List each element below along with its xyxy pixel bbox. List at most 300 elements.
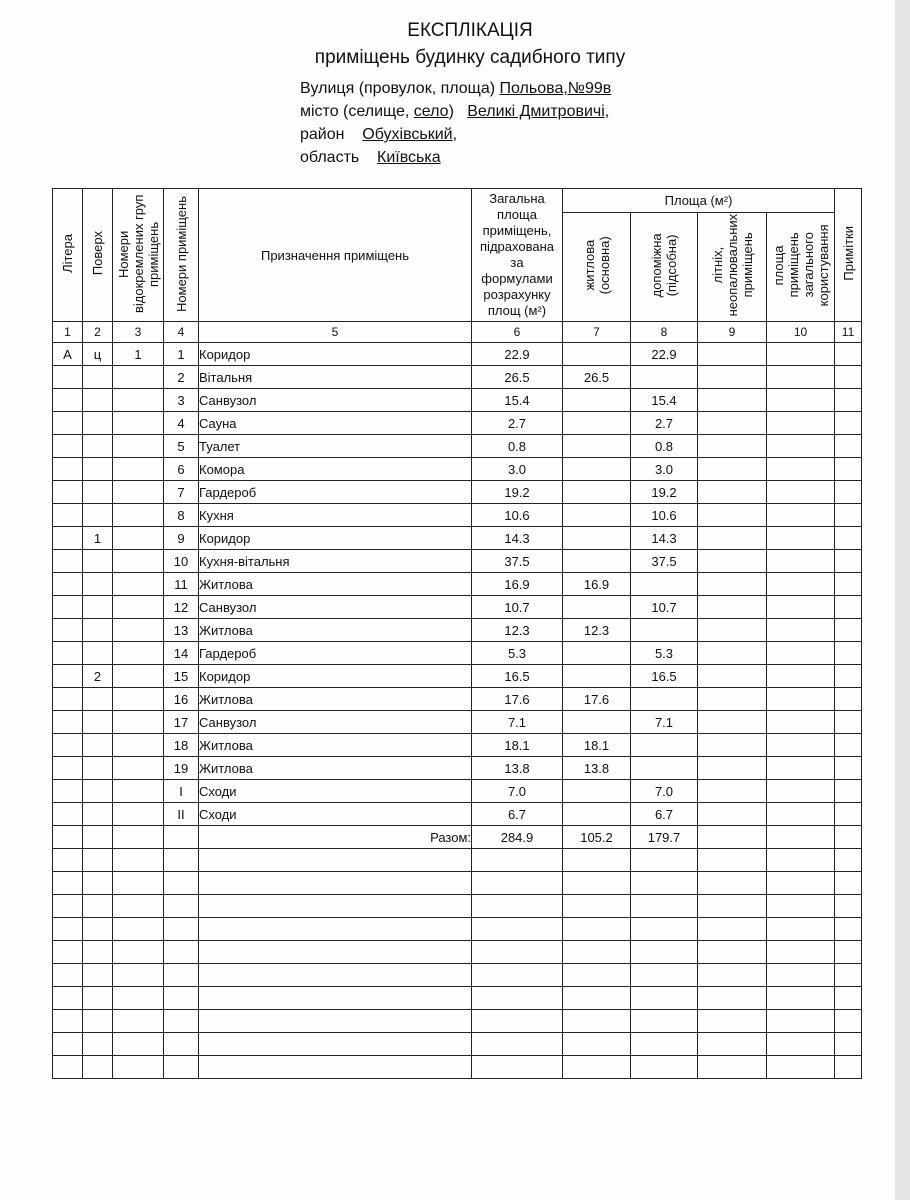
- cell-empty: [563, 918, 631, 941]
- cell-room-purpose: Сауна: [199, 412, 472, 435]
- cell-empty: [698, 941, 767, 964]
- cell-living-area: [563, 389, 631, 412]
- cell-litera: [53, 481, 83, 504]
- cell-empty: [53, 826, 83, 849]
- cell-room-purpose: Сходи: [199, 780, 472, 803]
- cell-room-purpose: Санвузол: [199, 711, 472, 734]
- cell-common-area: [767, 573, 835, 596]
- totals-aux-area: 179.7: [631, 826, 698, 849]
- cell-living-area: [563, 481, 631, 504]
- cell-litera: [53, 435, 83, 458]
- cell-empty: [199, 895, 472, 918]
- cell-group: [113, 504, 164, 527]
- cell-litera: [53, 550, 83, 573]
- cell-total-area: 17.6: [472, 688, 563, 711]
- table-row: [53, 481, 862, 504]
- cell-aux-area: 10.6: [631, 504, 698, 527]
- cell-notes: [835, 412, 862, 435]
- cell-room-purpose: Гардероб: [199, 481, 472, 504]
- address-district: [300, 126, 457, 144]
- cell-common-area: [767, 504, 835, 527]
- explication-table: [52, 188, 862, 1079]
- empty-row: [53, 1056, 862, 1079]
- cell-group: [113, 619, 164, 642]
- cell-room-number: I: [164, 780, 199, 803]
- cell-aux-area: 37.5: [631, 550, 698, 573]
- cell-summer-area: [698, 504, 767, 527]
- header-litera: Літера: [53, 189, 83, 322]
- cell-empty: [631, 941, 698, 964]
- cell-summer-area: [698, 527, 767, 550]
- cell-common-area: [767, 366, 835, 389]
- cell-room-purpose: Кухня-вітальня: [199, 550, 472, 573]
- cell-total-area: 16.5: [472, 665, 563, 688]
- cell-room-purpose: Коридор: [199, 527, 472, 550]
- cell-floor: 1: [83, 527, 113, 550]
- cell-total-area: 5.3: [472, 642, 563, 665]
- cell-empty: [83, 895, 113, 918]
- table-body: [53, 343, 862, 1079]
- empty-row: [53, 964, 862, 987]
- cell-empty: [113, 1010, 164, 1033]
- cell-litera: [53, 688, 83, 711]
- cell-room-purpose: Комора: [199, 458, 472, 481]
- cell-empty: [631, 964, 698, 987]
- cell-notes: [835, 596, 862, 619]
- cell-total-area: 7.0: [472, 780, 563, 803]
- table-row: [53, 688, 862, 711]
- cell-litera: [53, 458, 83, 481]
- cell-empty: [767, 849, 835, 872]
- address-city: [300, 103, 609, 121]
- cell-aux-area: [631, 619, 698, 642]
- cell-litera: [53, 527, 83, 550]
- cell-total-area: 37.5: [472, 550, 563, 573]
- cell-notes: [835, 803, 862, 826]
- city-label-selected: село: [413, 103, 449, 120]
- address-street: [300, 80, 611, 98]
- col-number: 7: [563, 322, 631, 343]
- table-row: [53, 665, 862, 688]
- cell-empty: [164, 1010, 199, 1033]
- cell-floor: 2: [83, 665, 113, 688]
- table-row: [53, 642, 862, 665]
- cell-empty: [563, 895, 631, 918]
- col-number: 10: [767, 322, 835, 343]
- cell-notes: [835, 504, 862, 527]
- empty-row: [53, 895, 862, 918]
- cell-empty: [113, 964, 164, 987]
- cell-total-area: 6.7: [472, 803, 563, 826]
- cell-summer-area: [698, 458, 767, 481]
- cell-group: [113, 389, 164, 412]
- cell-floor: [83, 619, 113, 642]
- empty-row: [53, 918, 862, 941]
- table-row: [53, 803, 862, 826]
- cell-summer-area: [698, 734, 767, 757]
- empty-row: [53, 1033, 862, 1056]
- cell-floor: [83, 711, 113, 734]
- cell-empty: [835, 941, 862, 964]
- cell-living-area: 16.9: [563, 573, 631, 596]
- cell-empty: [767, 1033, 835, 1056]
- cell-empty: [164, 895, 199, 918]
- cell-empty: [113, 941, 164, 964]
- table-row: [53, 412, 862, 435]
- cell-empty: [835, 826, 862, 849]
- cell-empty: [472, 849, 563, 872]
- table-row: [53, 343, 862, 366]
- cell-empty: [53, 1033, 83, 1056]
- cell-total-area: 19.2: [472, 481, 563, 504]
- cell-empty: [113, 1033, 164, 1056]
- totals-row: [53, 826, 862, 849]
- address-region: [300, 149, 441, 167]
- cell-empty: [53, 849, 83, 872]
- cell-empty: [563, 987, 631, 1010]
- cell-total-area: 26.5: [472, 366, 563, 389]
- cell-notes: [835, 389, 862, 412]
- col-number: 1: [53, 322, 83, 343]
- cell-empty: [631, 1033, 698, 1056]
- header-living: житлова (основна): [563, 212, 631, 321]
- cell-empty: [698, 964, 767, 987]
- header-purpose: Призначення приміщень: [199, 189, 472, 322]
- cell-common-area: [767, 642, 835, 665]
- cell-common-area: [767, 527, 835, 550]
- cell-empty: [53, 1010, 83, 1033]
- cell-floor: [83, 688, 113, 711]
- cell-aux-area: 7.1: [631, 711, 698, 734]
- cell-group: [113, 803, 164, 826]
- cell-empty: [113, 1056, 164, 1079]
- cell-empty: [835, 964, 862, 987]
- cell-room-purpose: Туалет: [199, 435, 472, 458]
- cell-litera: [53, 366, 83, 389]
- cell-common-area: [767, 458, 835, 481]
- cell-notes: [835, 481, 862, 504]
- cell-empty: [472, 964, 563, 987]
- cell-empty: [199, 872, 472, 895]
- cell-living-area: [563, 343, 631, 366]
- cell-room-number: II: [164, 803, 199, 826]
- cell-room-purpose: Санвузол: [199, 596, 472, 619]
- cell-empty: [53, 895, 83, 918]
- cell-aux-area: [631, 366, 698, 389]
- cell-empty: [164, 872, 199, 895]
- cell-empty: [563, 1056, 631, 1079]
- cell-empty: [164, 941, 199, 964]
- cell-living-area: [563, 711, 631, 734]
- cell-common-area: [767, 596, 835, 619]
- cell-litera: А: [53, 343, 83, 366]
- cell-empty: [83, 1010, 113, 1033]
- cell-group: [113, 780, 164, 803]
- cell-notes: [835, 343, 862, 366]
- header-summer: літніх, неопалювальних приміщень: [698, 212, 767, 321]
- cell-aux-area: 6.7: [631, 803, 698, 826]
- cell-empty: [767, 941, 835, 964]
- cell-empty: [83, 918, 113, 941]
- col-number: 11: [835, 322, 862, 343]
- cell-empty: [767, 826, 835, 849]
- cell-summer-area: [698, 688, 767, 711]
- cell-litera: [53, 780, 83, 803]
- cell-group: [113, 596, 164, 619]
- cell-floor: [83, 458, 113, 481]
- header-notes: Примітки: [835, 189, 862, 322]
- cell-floor: [83, 550, 113, 573]
- cell-floor: [83, 435, 113, 458]
- cell-floor: [83, 573, 113, 596]
- cell-notes: [835, 665, 862, 688]
- cell-summer-area: [698, 711, 767, 734]
- cell-empty: [199, 987, 472, 1010]
- cell-common-area: [767, 803, 835, 826]
- cell-notes: [835, 734, 862, 757]
- cell-litera: [53, 573, 83, 596]
- cell-room-number: 2: [164, 366, 199, 389]
- cell-empty: [83, 849, 113, 872]
- cell-notes: [835, 757, 862, 780]
- district-label: район: [300, 126, 345, 143]
- cell-total-area: 22.9: [472, 343, 563, 366]
- cell-total-area: 0.8: [472, 435, 563, 458]
- street-value: Польова,№99в: [499, 80, 612, 97]
- cell-group: [113, 366, 164, 389]
- cell-room-number: 9: [164, 527, 199, 550]
- cell-empty: [472, 1010, 563, 1033]
- cell-aux-area: [631, 688, 698, 711]
- cell-empty: [199, 1010, 472, 1033]
- region-value: Київська: [377, 149, 441, 166]
- cell-room-number: 7: [164, 481, 199, 504]
- cell-empty: [835, 1033, 862, 1056]
- cell-floor: [83, 803, 113, 826]
- cell-notes: [835, 550, 862, 573]
- cell-summer-area: [698, 803, 767, 826]
- cell-litera: [53, 803, 83, 826]
- cell-group: [113, 458, 164, 481]
- cell-empty: [698, 918, 767, 941]
- cell-litera: [53, 619, 83, 642]
- cell-common-area: [767, 619, 835, 642]
- cell-group: [113, 435, 164, 458]
- col-number: 8: [631, 322, 698, 343]
- cell-empty: [472, 1033, 563, 1056]
- cell-group: [113, 550, 164, 573]
- table-row: [53, 458, 862, 481]
- table-row: [53, 389, 862, 412]
- cell-empty: [113, 826, 164, 849]
- cell-common-area: [767, 412, 835, 435]
- cell-room-number: 10: [164, 550, 199, 573]
- cell-empty: [563, 1010, 631, 1033]
- cell-summer-area: [698, 573, 767, 596]
- cell-empty: [767, 1056, 835, 1079]
- cell-room-number: 1: [164, 343, 199, 366]
- cell-litera: [53, 734, 83, 757]
- cell-living-area: 17.6: [563, 688, 631, 711]
- cell-notes: [835, 366, 862, 389]
- cell-living-area: [563, 803, 631, 826]
- cell-empty: [199, 964, 472, 987]
- cell-total-area: 10.6: [472, 504, 563, 527]
- region-label: область: [300, 149, 360, 166]
- cell-empty: [698, 895, 767, 918]
- cell-floor: [83, 757, 113, 780]
- table-row: [53, 757, 862, 780]
- cell-empty: [698, 1056, 767, 1079]
- cell-empty: [563, 1033, 631, 1056]
- cell-living-area: [563, 642, 631, 665]
- cell-empty: [199, 941, 472, 964]
- cell-floor: [83, 780, 113, 803]
- cell-group: [113, 527, 164, 550]
- district-value: Обухівський,: [362, 126, 458, 143]
- cell-room-purpose: Житлова: [199, 573, 472, 596]
- cell-aux-area: 14.3: [631, 527, 698, 550]
- cell-total-area: 18.1: [472, 734, 563, 757]
- cell-summer-area: [698, 619, 767, 642]
- document-subtitle: приміщень будинку садибного типу: [314, 47, 626, 68]
- header-rooms: Номери приміщень: [164, 189, 199, 322]
- cell-floor: [83, 389, 113, 412]
- cell-litera: [53, 757, 83, 780]
- city-label-prefix: місто (селище,: [300, 103, 414, 120]
- cell-empty: [83, 987, 113, 1010]
- cell-empty: [53, 918, 83, 941]
- col-number: 6: [472, 322, 563, 343]
- cell-empty: [631, 1056, 698, 1079]
- empty-row: [53, 849, 862, 872]
- cell-empty: [83, 872, 113, 895]
- cell-room-purpose: Вітальня: [199, 366, 472, 389]
- totals-label: Разом:: [199, 826, 472, 849]
- table-row: [53, 711, 862, 734]
- empty-row: [53, 941, 862, 964]
- cell-total-area: 15.4: [472, 389, 563, 412]
- cell-empty: [563, 872, 631, 895]
- cell-total-area: 14.3: [472, 527, 563, 550]
- empty-row: [53, 1010, 862, 1033]
- cell-room-number: 4: [164, 412, 199, 435]
- cell-empty: [472, 872, 563, 895]
- table-row: [53, 366, 862, 389]
- cell-floor: ц: [83, 343, 113, 366]
- cell-empty: [835, 872, 862, 895]
- cell-empty: [698, 1010, 767, 1033]
- cell-living-area: 13.8: [563, 757, 631, 780]
- table-row: [53, 550, 862, 573]
- cell-empty: [631, 918, 698, 941]
- cell-empty: [767, 872, 835, 895]
- cell-empty: [563, 964, 631, 987]
- cell-empty: [113, 987, 164, 1010]
- empty-row: [53, 987, 862, 1010]
- cell-litera: [53, 504, 83, 527]
- cell-litera: [53, 412, 83, 435]
- cell-group: [113, 665, 164, 688]
- col-number: 9: [698, 322, 767, 343]
- cell-living-area: [563, 435, 631, 458]
- cell-empty: [53, 1056, 83, 1079]
- cell-empty: [698, 849, 767, 872]
- cell-litera: [53, 596, 83, 619]
- cell-empty: [767, 964, 835, 987]
- cell-empty: [53, 964, 83, 987]
- header-groups: Номери відокремлених груп приміщень: [113, 189, 164, 322]
- cell-empty: [835, 1010, 862, 1033]
- cell-litera: [53, 665, 83, 688]
- col-number: 2: [83, 322, 113, 343]
- street-label: Вулиця (провулок, площа): [300, 80, 496, 97]
- cell-living-area: [563, 780, 631, 803]
- cell-empty: [83, 1056, 113, 1079]
- cell-group: [113, 757, 164, 780]
- cell-group: [113, 711, 164, 734]
- cell-common-area: [767, 780, 835, 803]
- cell-summer-area: [698, 366, 767, 389]
- cell-empty: [767, 1010, 835, 1033]
- cell-empty: [164, 1033, 199, 1056]
- cell-common-area: [767, 688, 835, 711]
- cell-empty: [83, 1033, 113, 1056]
- cell-summer-area: [698, 780, 767, 803]
- cell-aux-area: 2.7: [631, 412, 698, 435]
- cell-common-area: [767, 550, 835, 573]
- cell-empty: [472, 895, 563, 918]
- cell-empty: [83, 964, 113, 987]
- table-row: [53, 435, 862, 458]
- cell-empty: [472, 1056, 563, 1079]
- cell-empty: [698, 1033, 767, 1056]
- cell-empty: [113, 872, 164, 895]
- cell-empty: [835, 1056, 862, 1079]
- table-row: [53, 780, 862, 803]
- cell-living-area: [563, 458, 631, 481]
- cell-aux-area: [631, 734, 698, 757]
- cell-room-number: 14: [164, 642, 199, 665]
- cell-living-area: [563, 596, 631, 619]
- cell-aux-area: 7.0: [631, 780, 698, 803]
- cell-room-number: 12: [164, 596, 199, 619]
- cell-aux-area: 0.8: [631, 435, 698, 458]
- page-edge: [895, 0, 910, 1200]
- cell-floor: [83, 366, 113, 389]
- cell-floor: [83, 412, 113, 435]
- table-row: [53, 596, 862, 619]
- cell-room-purpose: Кухня: [199, 504, 472, 527]
- cell-summer-area: [698, 343, 767, 366]
- cell-room-purpose: Житлова: [199, 757, 472, 780]
- document-title: ЕКСПЛІКАЦІЯ: [407, 20, 533, 41]
- cell-total-area: 3.0: [472, 458, 563, 481]
- col-number: 4: [164, 322, 199, 343]
- cell-empty: [164, 964, 199, 987]
- cell-empty: [53, 941, 83, 964]
- cell-empty: [631, 895, 698, 918]
- cell-common-area: [767, 389, 835, 412]
- cell-empty: [835, 987, 862, 1010]
- column-numbers-row: [53, 322, 862, 343]
- cell-empty: [199, 1033, 472, 1056]
- cell-notes: [835, 435, 862, 458]
- col-number: 3: [113, 322, 164, 343]
- cell-empty: [698, 872, 767, 895]
- cell-room-purpose: Гардероб: [199, 642, 472, 665]
- cell-notes: [835, 573, 862, 596]
